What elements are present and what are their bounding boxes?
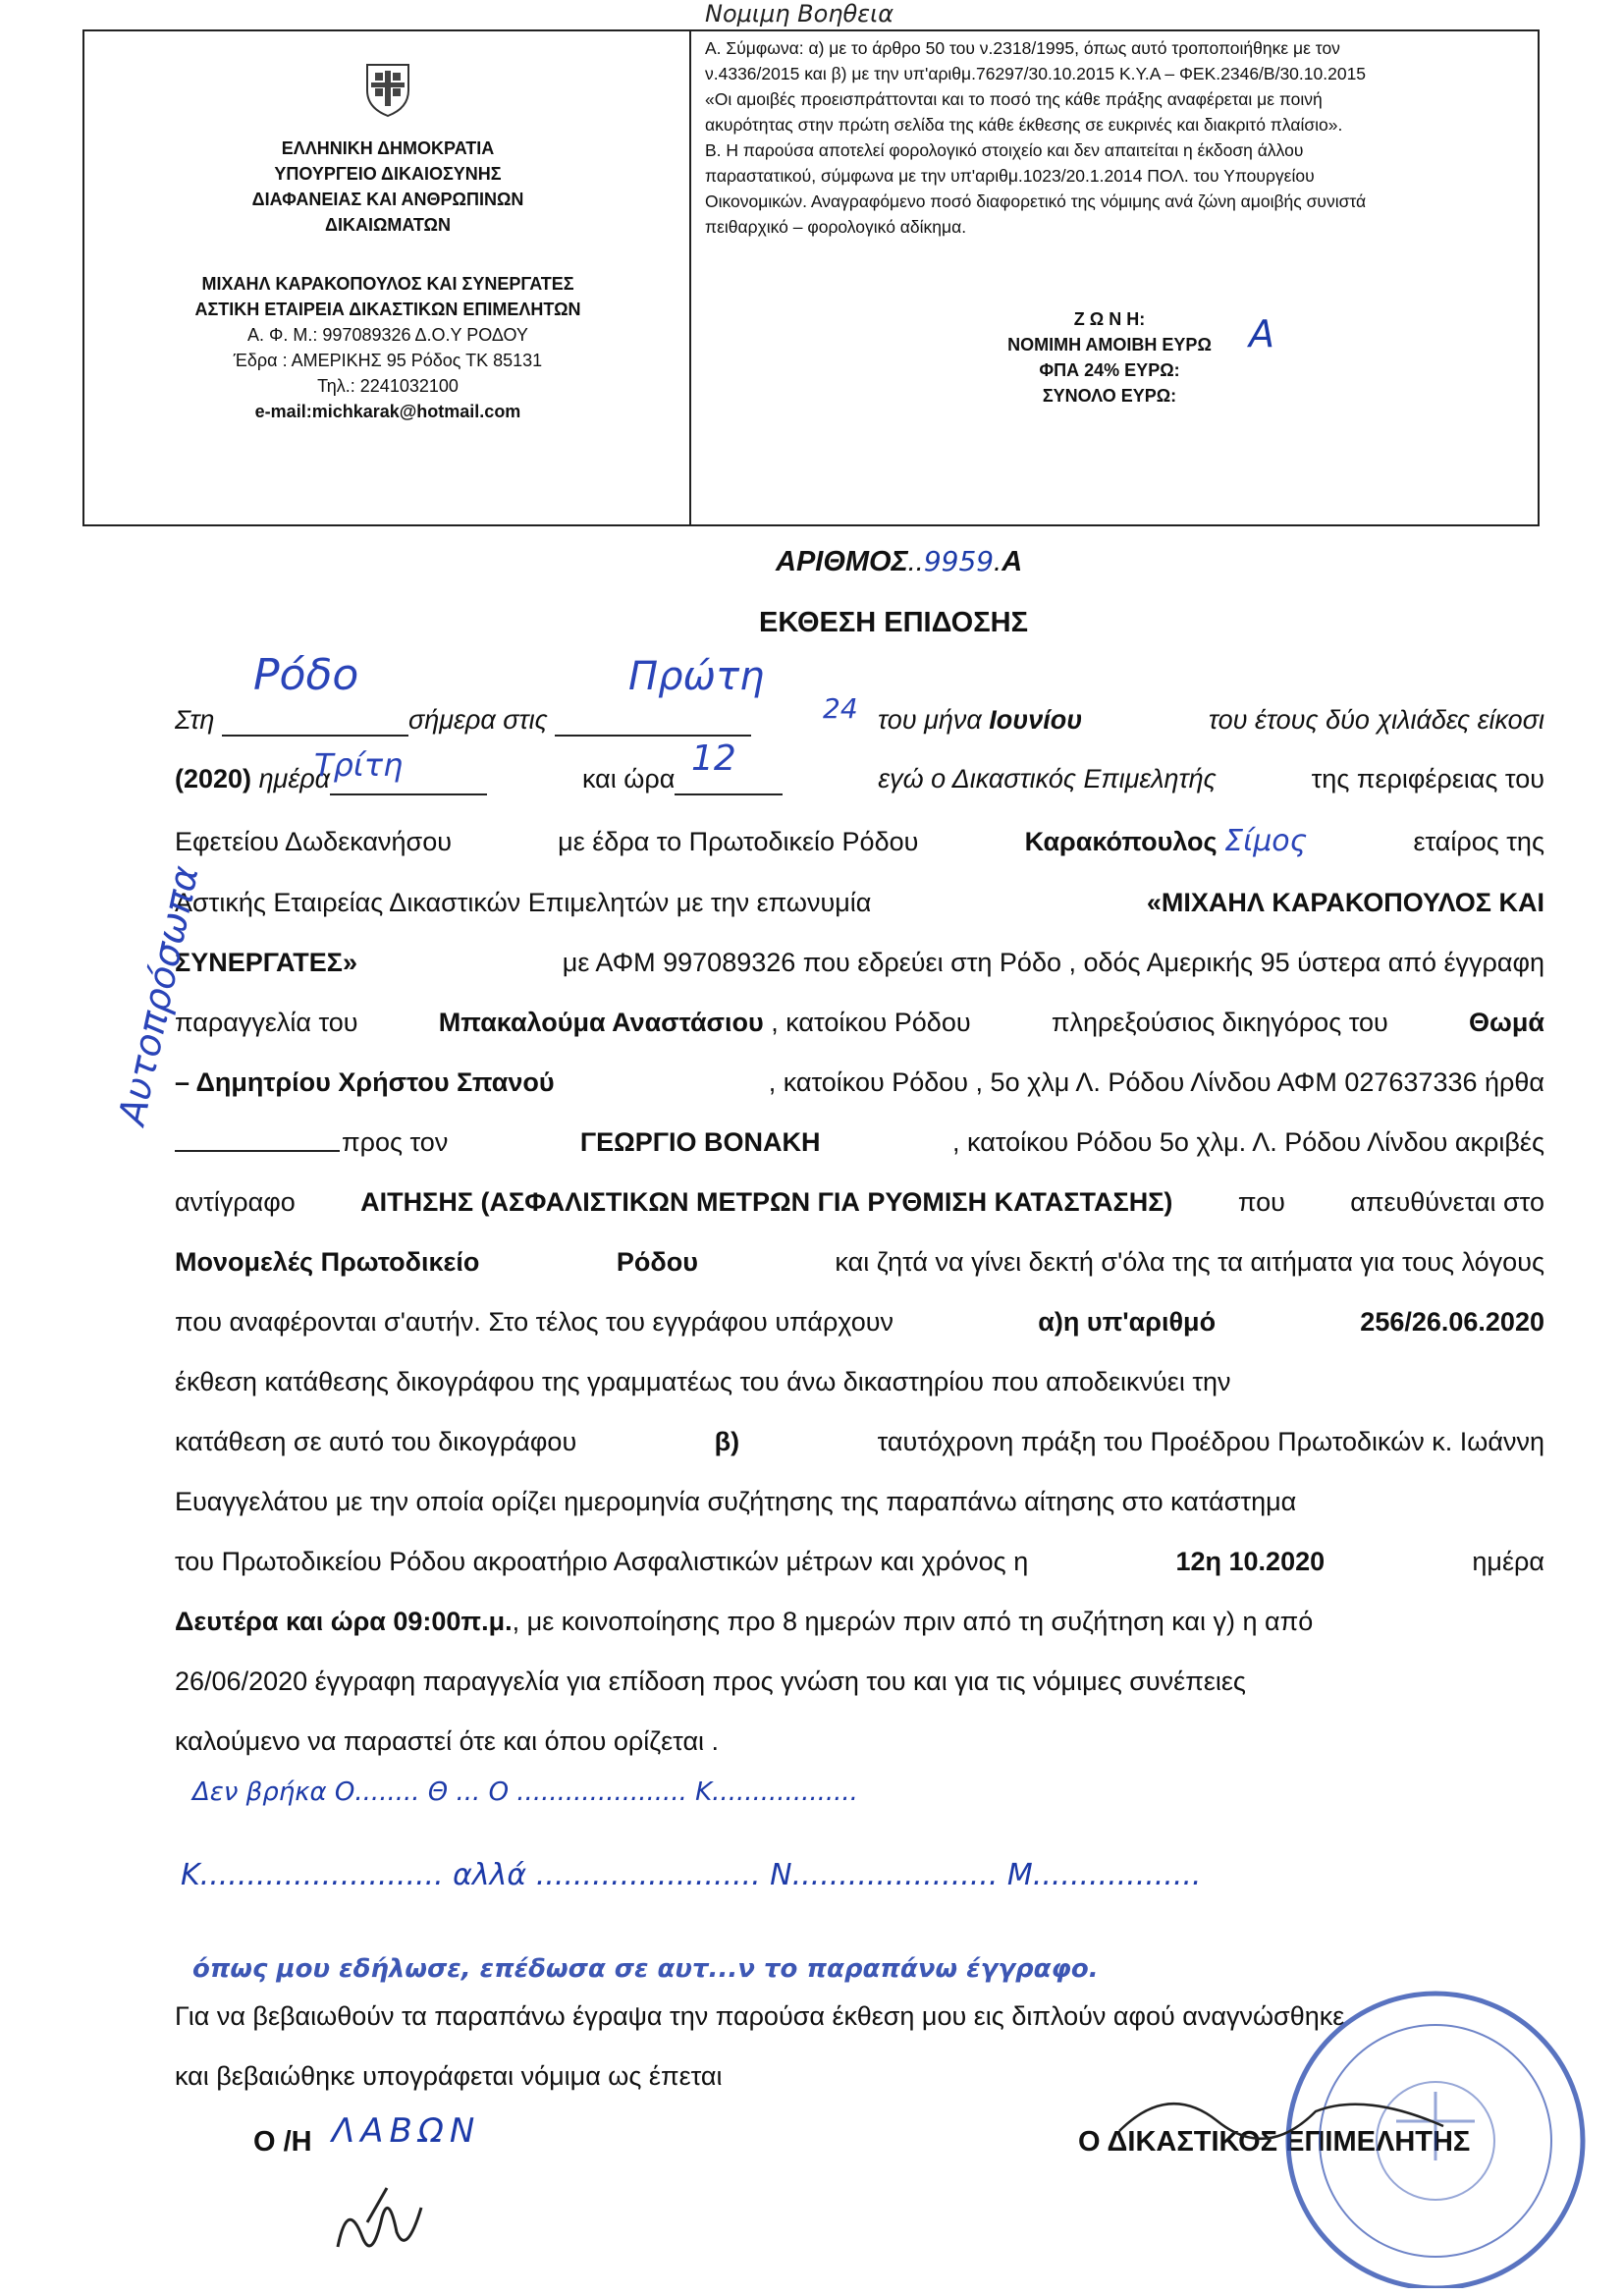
doc-title: ΕΚΘΕΣΗ ΕΠΙΔΟΣΗΣ xyxy=(759,607,1028,638)
header-divider xyxy=(689,29,691,526)
text-ego-o-epimelitis: εγώ ο Δικαστικός Επιμελητής xyxy=(878,764,1217,793)
text-etairos: εταίρος της xyxy=(1413,827,1544,856)
date-blank xyxy=(555,709,751,737)
hand-line-2: Κ.......................... αλλά ........................ Ν...................... Μ.................. xyxy=(181,1858,1202,1892)
left-signature-scribble xyxy=(328,2178,436,2267)
body-line-4 xyxy=(175,886,1544,919)
contact-phone: Τηλ.: 2241032100 xyxy=(317,376,459,396)
text-kaloumeno: καλούμενο να παραστεί ότε και όπου ορίζεται . xyxy=(175,1726,720,1756)
authority-line-2: ΥΠΟΥΡΓΕΙΟ ΔΙΚΑΙΟΣΥΝΗΣ xyxy=(274,164,502,184)
body-line-17 xyxy=(175,1665,1544,1698)
handwritten-header-note: Νομιμη Βοηθεια xyxy=(705,0,894,27)
text-simera: σήμερα στις xyxy=(407,705,548,735)
client-name-part2: – Δημητρίου Χρήστου Σπανού xyxy=(175,1067,555,1097)
hand-date: Πρώτη xyxy=(628,654,765,699)
firm-name-part2: ΣΥΝΕΡΓΑΤΕΣ» xyxy=(175,948,357,977)
coat-of-arms-icon xyxy=(363,61,412,118)
month-value: Ιουνίου xyxy=(989,705,1083,735)
hand-officer-firstname: Σίμος xyxy=(1224,824,1308,858)
text-edra: με έδρα το Πρωτοδικείο Ρόδου xyxy=(558,827,919,856)
body-line-13 xyxy=(175,1425,1544,1458)
left-signature-hand: ΛΑΒΩΝ xyxy=(332,2111,481,2151)
text-astikis-etaireias: Αστικής Εταιρείας Δικαστικών Επιμελητών με την επωνυμία xyxy=(175,888,872,917)
text-paraggelia-epidosi: 26/06/2020 έγγραφη παραγγελία για επίδοση προς γνώση του και για τις νόμιμες συνέπειες xyxy=(175,1667,1246,1696)
text-zita: και ζητά να γίνει δεκτή σ'όλα της τα αιτήματα για τους λόγους xyxy=(835,1247,1544,1277)
text-imera: ημέρα xyxy=(258,764,331,793)
text-year-words: του έτους δύο χιλιάδες είκοσι xyxy=(1208,705,1544,735)
notice-line-7: Οικονομικών. Αναγραφόμενο ποσό διαφορετικό της νόμιμης ανά ζώνη αμοιβής συνιστά xyxy=(705,191,1367,211)
zone-fee: ΝΟΜΙΜΗ ΑΜΟΙΒΗ ΕΥΡΩ xyxy=(1007,335,1212,355)
year-value: (2020) xyxy=(175,764,252,793)
contact-email: e-mail:michkarak@hotmail.com xyxy=(254,402,521,421)
zone-handwritten-value: Α xyxy=(1249,312,1274,355)
body-line-11 xyxy=(175,1305,1544,1339)
right-signature-scribble xyxy=(1110,2072,1463,2151)
lawyer-name: Μπακαλούμα Αναστάσιου xyxy=(438,1008,764,1037)
text-paraggelia: παραγγελία του xyxy=(175,1008,358,1037)
left-signature-label: Ο /Η xyxy=(253,2126,312,2158)
text-tou-mina: του μήνα xyxy=(877,705,982,735)
recipient-blank-line xyxy=(175,1147,340,1155)
place-blank xyxy=(222,709,408,737)
notice-line-6: παραστατικού, σύμφωνα με την υπ'αριθμ.1023/20.1.2014 ΠΟΛ. του Υπουργείου xyxy=(705,166,1315,186)
body-line-8 xyxy=(342,1125,1544,1159)
body-line-6 xyxy=(175,1006,1544,1039)
doc-number-label: ΑΡΙΘΜΟΣ xyxy=(776,546,908,577)
text-sto-telos: που αναφέρονται σ'αυτήν. Στο τέλος του εγγράφου υπάρχουν xyxy=(175,1307,894,1337)
notice-line-2: ν.4336/2015 και β) με την υπ'αριθμ.76297/30.10.2015 Κ.Υ.Α – ΦΕΚ.2346/Β/30.10.2015 xyxy=(705,64,1367,83)
hand-day: Τρίτη xyxy=(314,746,404,784)
client-name-part1: Θωμά xyxy=(1469,1008,1544,1037)
body-line-1 xyxy=(175,703,1544,737)
text-evaggelatou: Ευαγγελάτου με την οποία ορίζει ημερομηνία συζήτησης της παραπάνω αίτησης στο κατάστημα xyxy=(175,1487,1297,1516)
notice-line-4: ακυρότητας στην πρώτη σελίδα της κάθε έκθεσης σε ευκρινές και διακριτό πλαίσιο». xyxy=(705,115,1343,135)
zone-total: ΣΥΝΟΛΟ ΕΥΡΩ: xyxy=(1042,386,1177,406)
hearing-date: 12η 10.2020 xyxy=(1175,1547,1326,1576)
doc-number-value: 9959 xyxy=(923,545,995,577)
hearing-day: Δευτέρα xyxy=(175,1607,279,1636)
body-line-9 xyxy=(175,1185,1544,1219)
notice-line-1: Α. Σύμφωνα: α) με το άρθρο 50 του ν.2318/1995, όπως αυτό τροποποιήθηκε με τον xyxy=(705,38,1340,58)
hand-margin-note: Αυτοπρόσωπα xyxy=(110,861,207,1129)
text-perifereias: της περιφέρειας του xyxy=(1311,764,1544,793)
text-imera-2: ημέρα xyxy=(1472,1547,1544,1576)
notice-line-3: «Οι αμοιβές προεισπράττονται και το ποσό της κάθε πράξης αναφέρεται με ποινή xyxy=(705,89,1323,109)
text-ypografetai: και βεβαιώθηκε υπογράφεται νόμιμα ως έπεται xyxy=(175,2061,723,2091)
firm-line-2: ΑΣΤΙΚΗ ΕΤΑΙΡΕΙΑ ΔΙΚΑΣΤΙΚΩΝ ΕΠΙΜΕΛΗΤΩΝ xyxy=(194,300,581,319)
item-a-label: α)η υπ'αριθμό xyxy=(1038,1307,1217,1337)
notice-line-5: Β. Η παρούσα αποτελεί φορολογικό στοιχείο και δεν απαιτείται η έκδοση άλλου xyxy=(705,140,1304,160)
doc-number-suffix: Α xyxy=(1001,546,1023,577)
officer-surname: Καρακόπουλος xyxy=(1024,827,1218,856)
court-city: Ρόδου xyxy=(616,1247,698,1277)
text-kai-ora: και ώρα xyxy=(581,764,676,793)
text-afm-address: με ΑΦΜ 997089326 που εδρεύει στη Ρόδο , οδός Αμερικής 95 ύστερα από έγγραφη xyxy=(562,948,1544,977)
hand-hour: 12 xyxy=(691,738,736,779)
text-sti: Στη xyxy=(175,705,215,735)
text-client-address: , κατοίκου Ρόδου , 5ο χλμ Λ. Ρόδου Λίνδου ΑΦΜ 027637336 ήρθα xyxy=(768,1067,1544,1097)
hand-line-3: όπως μου εδήλωσε, επέδωσα σε αυτ...ν το παραπάνω έγγραφο. xyxy=(192,1954,1099,1984)
body-line-12 xyxy=(175,1365,1544,1398)
firm-name-part1: «ΜΙΧΑΗΛ ΚΑΡΑΚΟΠΟΥΛΟΣ ΚΑΙ xyxy=(1146,888,1544,917)
text-efeteio: Εφετείου Δωδεκανήσου xyxy=(175,827,452,856)
zone-label: Ζ Ω Ν Η: xyxy=(1073,309,1146,329)
contact-afm: Α. Φ. Μ.: 997089326 Δ.Ο.Υ ΡΟΔΟΥ xyxy=(247,325,528,345)
text-akroatirio: του Πρωτοδικείου Ρόδου ακροατήριο Ασφαλιστικών μέτρων και χρόνος η xyxy=(175,1547,1029,1576)
text-gia-na-veveothoun: Για να βεβαιωθούν τα παραπάνω έγραψα την παρούσα έκθεση μου εις διπλούν αφού αναγνώσθηκε xyxy=(175,2001,1345,2031)
text-koinopoiisis: , με κοινοποίησης προ 8 ημερών πριν από τη συζήτηση και γ) η από xyxy=(512,1607,1314,1636)
authority-line-1: ΕΛΛΗΝΙΚΗ ΔΗΜΟΚΡΑΤΙΑ xyxy=(281,138,495,158)
text-apeuthinetai: απευθύνεται στο xyxy=(1350,1187,1544,1217)
text-plirexousios: πληρεξούσιος δικηγόρος του xyxy=(1051,1008,1388,1037)
body-line-3 xyxy=(175,825,1544,858)
hand-city: Ρόδο xyxy=(253,650,359,700)
body-line-10 xyxy=(175,1245,1544,1279)
body-line-14 xyxy=(175,1485,1544,1518)
text-katathesi: κατάθεση σε αυτό του δικογράφου xyxy=(175,1427,577,1456)
firm-line-1: ΜΙΧΑΗΛ ΚΑΡΑΚΟΠΟΥΛΟΣ ΚΑΙ ΣΥΝΕΡΓΑΤΕΣ xyxy=(201,274,574,294)
authority-line-4: ΔΙΚΑΙΩΜΑΤΩΝ xyxy=(325,215,451,235)
text-recipient-address: , κατοίκου Ρόδου 5ο χλμ. Λ. Ρόδου Λίνδου ακριβές xyxy=(952,1127,1544,1157)
text-katoikou-1: , κατοίκου Ρόδου xyxy=(771,1008,971,1037)
doc-number: ΑΡΙΘΜΟΣ..9959.Α xyxy=(776,545,1023,577)
text-pou: που xyxy=(1237,1187,1285,1217)
text-pros-ton: προς τον xyxy=(342,1127,449,1157)
body-line-7 xyxy=(175,1066,1544,1099)
body-line-16 xyxy=(175,1605,1544,1638)
body-line-18 xyxy=(175,1724,1544,1758)
recipient-name: ΓΕΩΡΓΙΟ ΒΟΝΑΚΗ xyxy=(579,1127,821,1157)
filing-number: 256/26.06.2020 xyxy=(1360,1307,1544,1337)
notice-line-8: πειθαρχικό – φορολογικό αδίκημα. xyxy=(705,217,967,237)
court-name: Μονομελές Πρωτοδικείο xyxy=(175,1247,480,1277)
hand-date-number: 24 xyxy=(823,692,858,725)
text-ekthesi-katathesis: έκθεση κατάθεσης δικογράφου της γραμματέως του άνω δικαστηρίου που αποδεικνύει την xyxy=(175,1367,1231,1396)
text-praxi-proedrou: ταυτόχρονη πράξη του Προέδρου Πρωτοδικών κ. Ιωάννη xyxy=(877,1427,1544,1456)
text-kai: και xyxy=(285,1607,324,1636)
document-type: ΑΙΤΗΣΗΣ (ΑΣΦΑΛΙΣΤΙΚΩΝ ΜΕΤΡΩΝ ΓΙΑ ΡΥΘΜΙΣΗ ΚΑΤΑΣΤΑΣΗΣ) xyxy=(360,1187,1173,1217)
right-signature-label: Ο ΔΙΚΑΣΤΙΚΟΣ ΕΠΙΜΕΛΗΤΗΣ xyxy=(1078,2126,1471,2158)
zone-vat: ΦΠΑ 24% ΕΥΡΩ: xyxy=(1039,360,1180,380)
contact-address: Έδρα : ΑΜΕΡΙΚΗΣ 95 Ρόδος ΤΚ 85131 xyxy=(233,351,543,370)
text-antigrafo: αντίγραφο xyxy=(175,1187,296,1217)
hand-line-1: Δεν βρήκα Ο........ Θ ... Ο ..................... Κ.................. xyxy=(192,1777,858,1807)
hearing-time: ώρα 09:00π.μ. xyxy=(330,1607,513,1636)
authority-line-3: ΔΙΑΦΑΝΕΙΑΣ ΚΑΙ ΑΝΘΡΩΠΙΝΩΝ xyxy=(251,190,524,209)
body-line-15 xyxy=(175,1545,1544,1578)
body-line-5 xyxy=(175,946,1544,979)
item-b-label: β) xyxy=(714,1427,740,1456)
